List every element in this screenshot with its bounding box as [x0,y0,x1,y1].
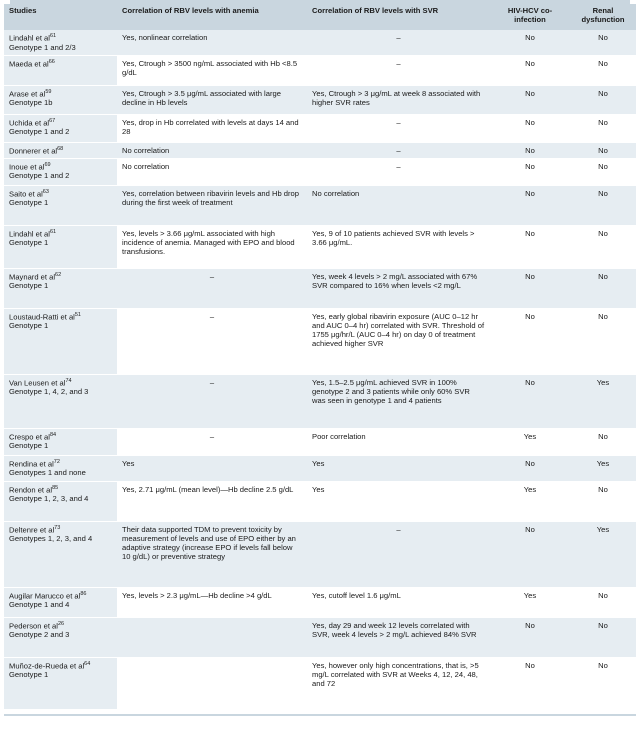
reference-number: 74 [65,377,72,384]
study-genotype: Genotype 1 and 2 [9,171,70,181]
study-cell [4,455,117,481]
anemia-cell: – [117,268,307,308]
rbv-studies-table [4,4,636,710]
renal-cell: No [570,657,636,709]
hiv-hcv-cell: No [490,374,570,428]
svr-cell: Yes, Ctrough > 3 μg/mL at week 8 associated with higher SVR rates [307,85,490,114]
study-name: Rendina et al [9,459,54,469]
svr-cell: Yes, early global ribavirin exposure (AUC 0–12 hr and AUC 0–4 hr) correlated with SVR. Threshold of 1755 μg/hr/L (AUC 0–4 hr) on day 0 of treatment achieved higher SVR [307,308,490,374]
renal-cell: No [570,55,636,85]
table-row [4,587,636,617]
anemia-cell: – [117,308,307,374]
header-svr: Correlation of RBV levels with SVR [307,4,490,30]
table-row [4,617,636,657]
study-name: Donnerer et al [9,146,58,156]
study-cell [4,657,117,709]
reference-number: 61 [49,228,57,235]
hiv-hcv-cell: No [490,521,570,587]
anemia-cell [117,617,307,657]
hiv-hcv-cell: No [490,114,570,142]
study-cell [4,185,117,225]
header-renal: Renal dysfunction [570,4,636,30]
anemia-cell: Yes, levels > 3.66 μg/mL associated with high incidence of anemia. Managed with EPO and blood transfusions. [117,225,307,268]
study-genotype: Genotype 2 and 3 [9,630,70,640]
reference-number: 66 [48,58,55,65]
renal-cell: No [570,308,636,374]
anemia-cell: Yes, Ctrough > 3500 ng/mL associated with Hb <8.5 g/dL [117,55,307,85]
study-genotype: Genotype 1 and 2 [9,127,70,137]
study-cell [4,268,117,308]
svr-cell: Yes [307,455,490,481]
study-name: Lindahl et al [9,229,50,239]
study-name: Augilar Marucco et al [9,591,81,601]
renal-cell: Yes [570,455,636,481]
hiv-hcv-cell: No [490,142,570,158]
reference-number: 72 [53,458,60,465]
study-genotype: Genotype 1, 2, 3, and 4 [9,494,89,504]
study-name: Uchida et al [9,118,50,128]
study-genotype: Genotype 1 [9,321,49,331]
renal-cell: No [570,142,636,158]
reference-number: 73 [54,524,61,531]
reference-number: 59 [45,88,52,95]
svr-cell: Yes [307,481,490,521]
table-row [4,85,636,114]
study-name: Rendon et al [9,485,53,495]
study-cell [4,158,117,185]
anemia-cell: No correlation [117,142,307,158]
anemia-cell: Yes, correlation between ribavirin levels and Hb drop during the first week of treatment [117,185,307,225]
renal-cell: No [570,85,636,114]
table-row [4,657,636,709]
reference-number: 85 [52,484,59,491]
table-row [4,521,636,587]
svr-cell: Yes, 1.5–2.5 μg/mL achieved SVR in 100% genotype 2 and 3 patients while only 60% SVR was seen in genotype 1 and 4 patients [307,374,490,428]
study-genotype: Genotype 1b [9,98,53,108]
table-row [4,428,636,455]
table-row [4,455,636,481]
study-genotype: Genotype 1 and 4 [9,600,70,610]
study-cell [4,85,117,114]
study-cell [4,225,117,268]
hiv-hcv-cell: Yes [490,428,570,455]
table-row [4,268,636,308]
study-name: Van Leusen et al [9,378,66,388]
svr-cell: Yes, day 29 and week 12 levels correlated with SVR, week 4 levels > 2 mg/L achieved 84% SVR [307,617,490,657]
study-cell [4,521,117,587]
reference-number: 86 [80,590,87,597]
study-cell [4,587,117,617]
renal-cell: No [570,428,636,455]
renal-cell: No [570,481,636,521]
reference-number: 62 [55,271,62,278]
study-cell [4,428,117,455]
table-row [4,30,636,55]
hiv-hcv-cell: No [490,85,570,114]
svr-cell: Yes, cutoff level 1.6 μg/mL [307,587,490,617]
reference-number: 26 [57,620,65,627]
svr-cell: – [307,142,490,158]
study-name: Maeda et al [9,59,49,69]
table-header-row [4,4,636,30]
study-genotype: Genotype 1, 4, 2, and 3 [9,387,89,397]
anemia-cell: Yes, levels > 2.3 μg/mL—Hb decline >4 g/dL [117,587,307,617]
anemia-cell: Yes [117,455,307,481]
anemia-cell: Yes, 2.71 μg/mL (mean level)—Hb decline 2.5 g/dL [117,481,307,521]
renal-cell: Yes [570,374,636,428]
table-row [4,225,636,268]
anemia-cell: Their data supported TDM to prevent toxicity by measurement of levels and use of EPO either by an adaptive strategy (increase EPO if levels fall below 10 g/dL) or preventive strategy [117,521,307,587]
header-hiv-hcv: HIV-HCV co-infection [490,4,570,30]
table-body [4,30,636,709]
header-anemia: Correlation of RBV levels with anemia [117,4,307,30]
bottom-rule [4,714,636,716]
study-genotype: Genotype 1 [9,441,49,451]
study-genotype: Genotype 1 [9,198,49,208]
table-row [4,374,636,428]
svr-cell: Yes, week 4 levels > 2 mg/L associated with 67% SVR compared to 16% when levels <2 mg/L [307,268,490,308]
renal-cell: No [570,268,636,308]
svr-cell: Poor correlation [307,428,490,455]
study-name: Pederson et al [9,621,58,631]
study-name: Lindahl et al [9,33,50,43]
study-genotype: Genotype 1 and 2/3 [9,42,76,52]
svr-cell: Yes, however only high concentrations, that is, >5 mg/L correlated with SVR at Weeks 4, 12, 24, 48, and 72 [307,657,490,709]
study-name: Deltenre et al [9,525,55,535]
study-genotype: Genotype 1 [9,238,49,248]
anemia-cell: No correlation [117,158,307,185]
table-row [4,481,636,521]
study-cell [4,142,117,158]
study-name: Muñoz-de-Rueda et al [9,661,85,671]
anemia-cell: Yes, Ctrough > 3.5 μg/mL associated with large decline in Hb levels [117,85,307,114]
reference-number: 84 [49,431,57,438]
reference-number: 61 [49,33,57,39]
study-name: Inoue et al [9,162,45,172]
table-row [4,308,636,374]
renal-cell: No [570,114,636,142]
anemia-cell: Yes, drop in Hb correlated with levels at days 14 and 28 [117,114,307,142]
hiv-hcv-cell: No [490,455,570,481]
renal-cell: No [570,225,636,268]
hiv-hcv-cell: No [490,617,570,657]
study-cell [4,308,117,374]
renal-cell: No [570,158,636,185]
hiv-hcv-cell: No [490,308,570,374]
study-name: Loustaud-Ratti et al [9,312,75,322]
table-row [4,158,636,185]
svr-cell: – [307,521,490,587]
table-row [4,55,636,85]
hiv-hcv-cell: No [490,185,570,225]
reference-number: 69 [44,161,51,168]
study-genotype: Genotypes 1 and none [9,468,86,478]
reference-number: 63 [42,188,49,195]
study-cell [4,114,117,142]
study-genotype: Genotype 1 [9,670,49,680]
anemia-cell: – [117,428,307,455]
hiv-hcv-cell: No [490,657,570,709]
hiv-hcv-cell: No [490,268,570,308]
hiv-hcv-cell: No [490,225,570,268]
hiv-hcv-cell: No [490,30,570,55]
reference-number: 64 [84,660,91,667]
study-cell [4,481,117,521]
study-genotype: Genotypes 1, 2, 3, and 4 [9,534,93,544]
renal-cell: No [570,617,636,657]
hiv-hcv-cell: Yes [490,481,570,521]
svr-cell: – [307,158,490,185]
study-name: Maynard et al [9,272,56,282]
svr-cell: – [307,55,490,85]
renal-cell: Yes [570,521,636,587]
svr-cell: Yes, 9 of 10 patients achieved SVR with levels > 3.66 μg/mL. [307,225,490,268]
renal-cell: No [570,587,636,617]
study-cell [4,374,117,428]
table-row [4,185,636,225]
study-name: Saito et al [9,189,43,199]
reference-number: 68 [57,145,64,152]
reference-number: 51 [74,311,81,318]
hiv-hcv-cell: No [490,158,570,185]
svr-cell: – [307,30,490,55]
svr-cell: No correlation [307,185,490,225]
anemia-cell: Yes, nonlinear correlation [117,30,307,55]
table-row [4,142,636,158]
study-genotype: Genotype 1 [9,281,49,291]
anemia-cell [117,657,307,709]
study-cell [4,30,117,55]
table-row [4,114,636,142]
svr-cell: – [307,114,490,142]
anemia-cell: – [117,374,307,428]
hiv-hcv-cell: No [490,55,570,85]
study-cell [4,617,117,657]
header-studies: Studies [4,4,117,30]
study-name: Crespo et al [9,432,50,442]
reference-number: 67 [49,117,56,124]
renal-cell: No [570,185,636,225]
renal-cell: No [570,30,636,55]
study-name: Arase et al [9,89,46,99]
study-cell [4,55,117,85]
hiv-hcv-cell: Yes [490,587,570,617]
